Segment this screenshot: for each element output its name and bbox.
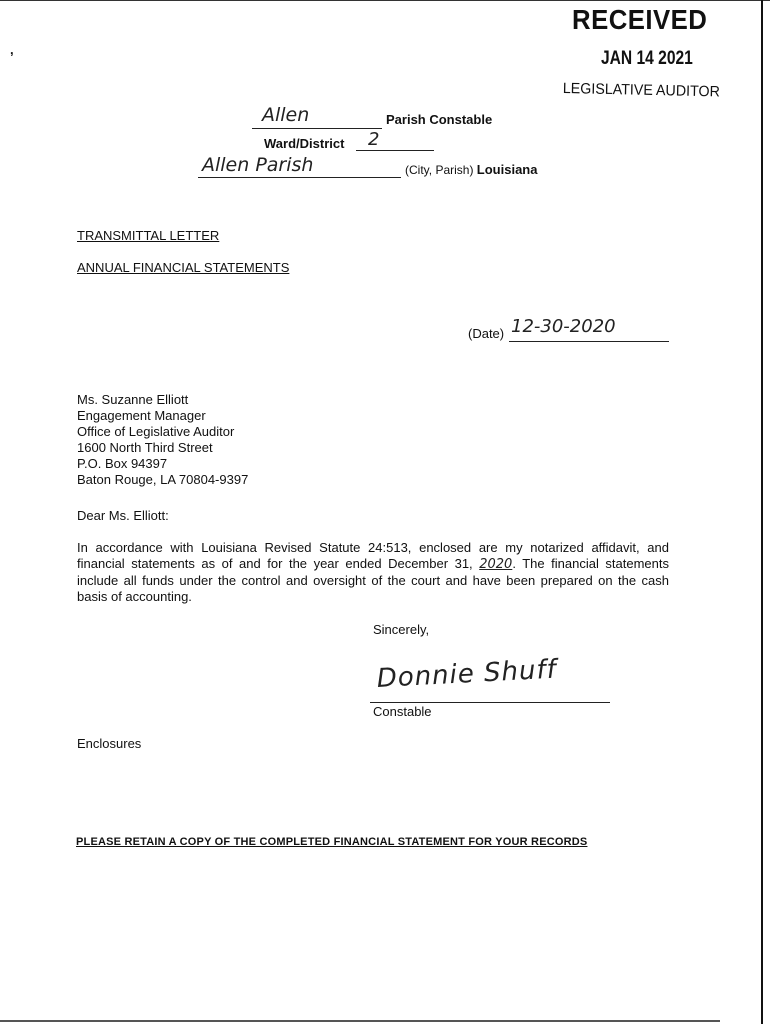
parish-field [252, 104, 382, 129]
city-parish-value: Allen Parish [202, 154, 314, 176]
footer-retain-notice: PLEASE RETAIN A COPY OF THE COMPLETED FINANCIAL STATEMENT FOR YOUR RECORDS [76, 836, 588, 848]
ward-district-label: Ward/District [264, 136, 345, 151]
received-stamp-date: JAN 14 2021 [601, 48, 693, 69]
signature-name: Donnie Shuff [376, 654, 558, 694]
received-stamp-org: LEGISLATIVE AUDITOR [562, 80, 721, 101]
salutation: Dear Ms. Elliott: [77, 508, 169, 523]
signature-title: Constable [373, 704, 432, 719]
address-line: P.O. Box 94397 [77, 456, 168, 471]
page-top-edge [0, 0, 770, 1]
signature-line [370, 654, 610, 703]
city-parish-label-group [405, 162, 537, 177]
date-field [509, 316, 669, 342]
annual-financial-statements-heading: ANNUAL FINANCIAL STATEMENTS [77, 260, 290, 275]
city-parish-label: (City, Parish) [405, 163, 474, 177]
ward-district-value: 2 [368, 129, 380, 150]
state-label: Louisiana [476, 162, 538, 177]
parish-constable-label: Parish Constable [386, 112, 493, 127]
enclosures-label: Enclosures [77, 736, 142, 751]
closing: Sincerely, [373, 622, 430, 637]
address-line: 1600 North Third Street [77, 440, 213, 455]
recipient-address [77, 392, 248, 488]
city-parish-field [198, 154, 401, 178]
body-year-value: 2020 [479, 557, 513, 572]
ward-district-field [356, 129, 434, 151]
received-stamp-title: RECEIVED [572, 4, 708, 35]
address-line: Engagement Manager [77, 408, 206, 423]
scan-mark: , [10, 42, 14, 57]
address-line: Office of Legislative Auditor [77, 424, 235, 439]
body-text-part2: . The financial statements include all funds under the control and oversight of the court and have been prepared on the cash basis of accounting. [77, 556, 669, 604]
date-label: (Date) [468, 326, 505, 341]
address-line: Baton Rouge, LA 70804-9397 [77, 472, 249, 487]
transmittal-letter-heading: TRANSMITTAL LETTER [77, 228, 220, 243]
date-value: 12-30-2020 [511, 316, 616, 337]
body-paragraph [77, 540, 669, 605]
address-line: Ms. Suzanne Elliott [77, 392, 189, 407]
page-right-edge [761, 0, 763, 1024]
body-text-part1: In accordance with Louisiana Revised Statute 24:513, enclosed are my notarized affidavit, and financial statements as of and for the year ended December 31, [77, 540, 669, 571]
page-bottom-edge [0, 1020, 720, 1022]
parish-value: Allen [262, 104, 310, 126]
